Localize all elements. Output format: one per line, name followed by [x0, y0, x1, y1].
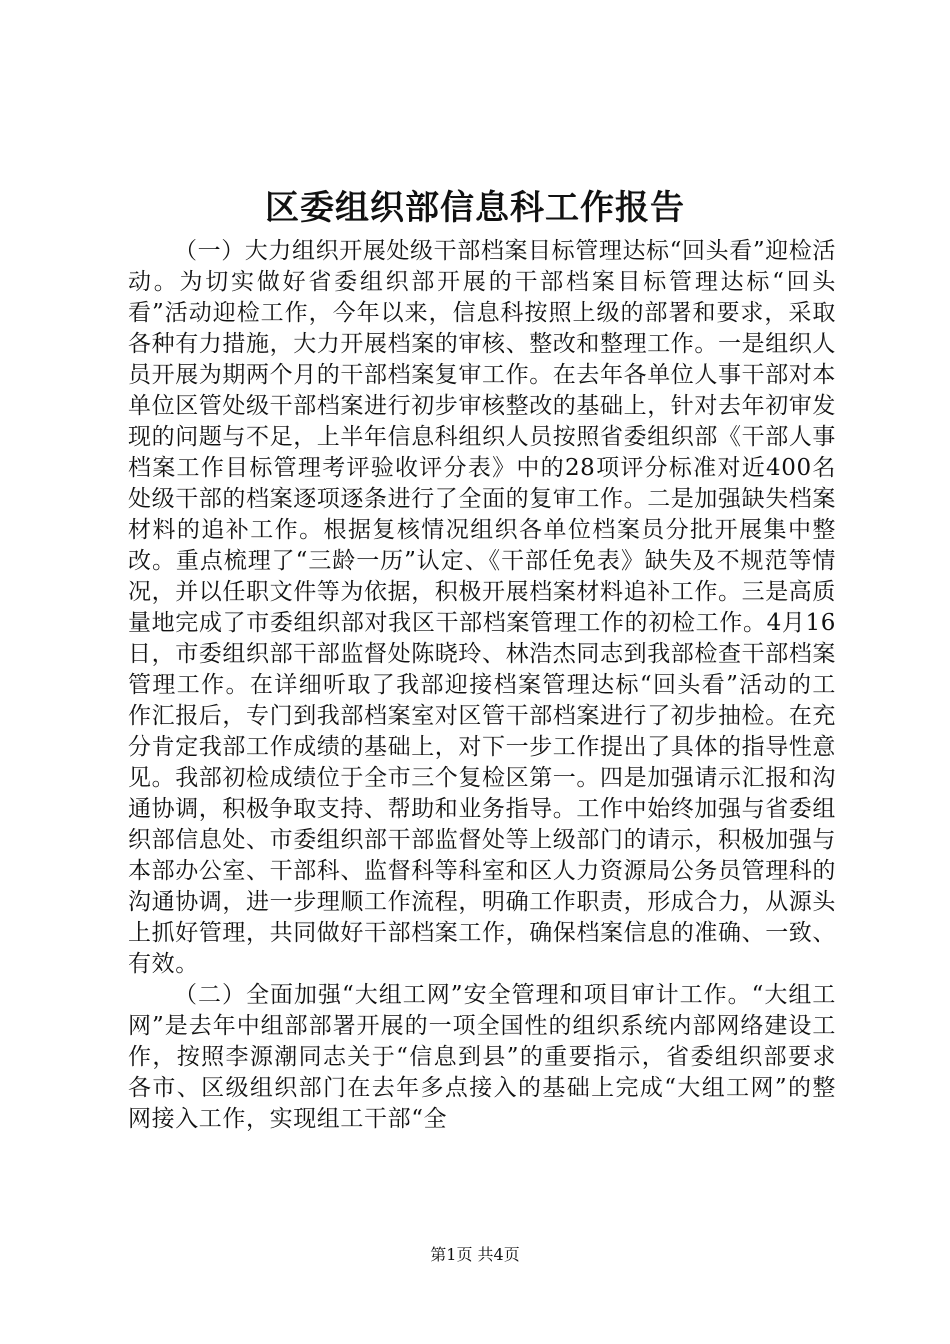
paragraph-2: （二）全面加强“大组工网”安全管理和项目审计工作。“大组工网”是去年中组部部署开展的一项全国性的组织系统内部网络建设工作，按照李源潮同志关于“信息到县”的重要指示，省委组织部要求各市、区级组织部门在去年多点接入的基础上完成“大组工网”的整网接入工作，实现组工干部“全: [128, 982, 836, 1132]
paragraph-1: （一）大力组织开展处级干部档案目标管理达标“回头看”迎检活动。为切实做好省委组织部开展的干部档案目标管理达标“回头看”活动迎检工作，今年以来，信息科按照上级的部署和要求，采取各种有力措施，大力开展档案的审核、整改和整理工作。一是组织人员开展为期两个月的干部档案复审工作。在去年各单位人事干部对本单位区管处级干部档案进行初步审核整改的基础上，针对去年初审发现的问题与不足，上半年信息科组织人员按照省委组织部《干部人事档案工作目标管理考评验收评分表》中的28项评分标准对近400名处级干部的档案逐项逐条进行了全面的复审工作。二是加强缺失档案材料的追补工作。根据复核情况组织各单位档案员分批开展集中整改。重点梳理了“三龄一历”认定、《干部任免表》缺失及不规范等情况，并以任职文件等为依据，积极开展档案材料追补工作。三是高质量地完成了市委组织部对我区干部档案管理工作的初检工作。4月16日，市委组织部干部监督处陈晓玲、林浩杰同志到我部检查干部档案管理工作。在详细听取了我部迎接档案管理达标“回头看”活动的工作汇报后，专门到我部档案室对区管干部档案进行了初步抽检。在充分肯定我部工作成绩的基础上，对下一步工作提出了具体的指导性意见。我部初检成绩位于全市三个复检区第一。四是加强请示汇报和沟通协调，积极争取支持、帮助和业务指导。工作中始终加强与省委组织部信息处、市委组织部干部监督处等上级部门的请示，积极加强与本部办公室、干部科、监督科等科室和区人力资源局公务员管理科的沟通协调，进一步理顺工作流程，明确工作职责，形成合力，从源头上抓好管理，共同做好干部档案工作，确保档案信息的准确、一致、有效。: [128, 238, 836, 977]
document-title: 区委组织部信息科工作报告: [265, 188, 685, 228]
page-footer: 第1页 共4页: [430, 1245, 520, 1264]
document-body: [128, 236, 836, 1135]
